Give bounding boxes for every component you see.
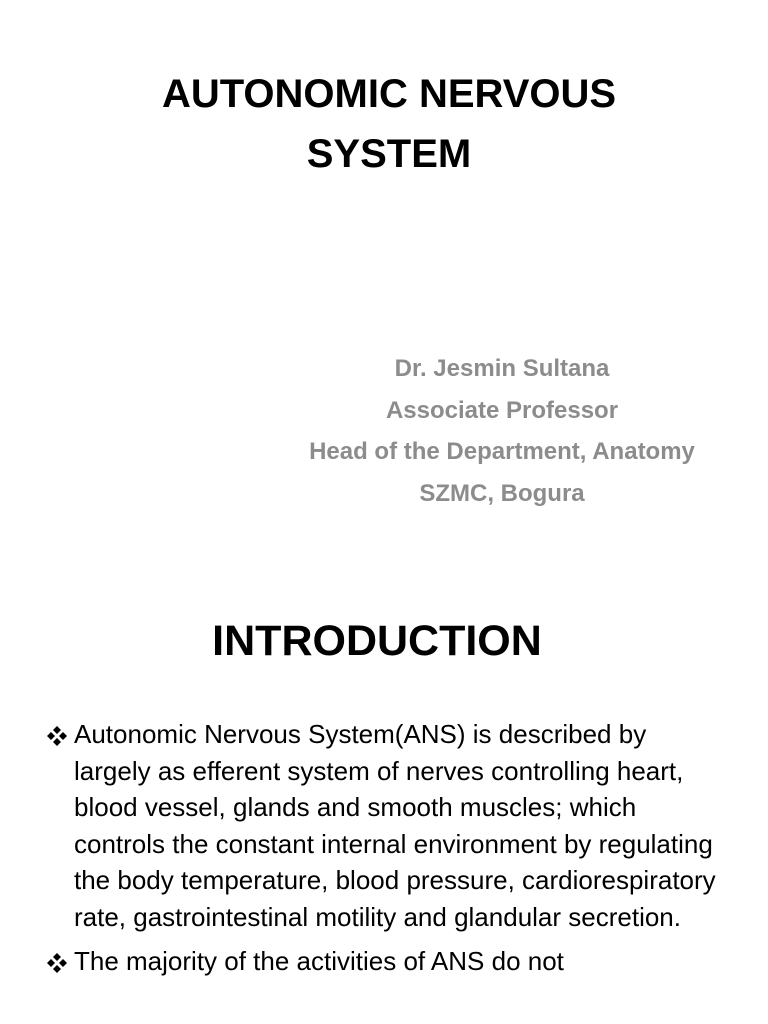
introduction-heading: INTRODUCTION xyxy=(212,617,542,665)
four-diamond-bullet-icon xyxy=(46,952,68,974)
author-position: Associate Professor xyxy=(385,396,619,424)
author-department: Head of the Department, Anatomy xyxy=(309,438,695,465)
slide-title-line-2: SYSTEM xyxy=(306,132,472,176)
introduction-slide xyxy=(0,580,768,1024)
four-diamond-bullet-icon xyxy=(46,725,68,747)
author-name: Dr. Jesmin Sultana xyxy=(394,355,610,382)
bullet-text: The majority of the activities of ANS do not xyxy=(74,945,564,976)
author-info xyxy=(280,348,724,514)
slide-title xyxy=(84,64,694,184)
author-institution: SZMC, Bogura xyxy=(419,479,585,507)
list-item xyxy=(46,943,726,980)
bullet-text: Autonomic Nervous System(ANS) is described by largely as efferent system of nerves controlling heart, blood vessel, glands and smooth muscles; which controls the constant internal environment by regulating the body temperature, blood pressure, cardiorespiratory rate, gastrointestinal motility and glandular secretion. xyxy=(74,719,716,932)
bullet-list xyxy=(46,716,726,986)
list-item xyxy=(46,716,726,936)
slide-title-line-1: AUTONOMIC NERVOUS xyxy=(161,72,617,116)
